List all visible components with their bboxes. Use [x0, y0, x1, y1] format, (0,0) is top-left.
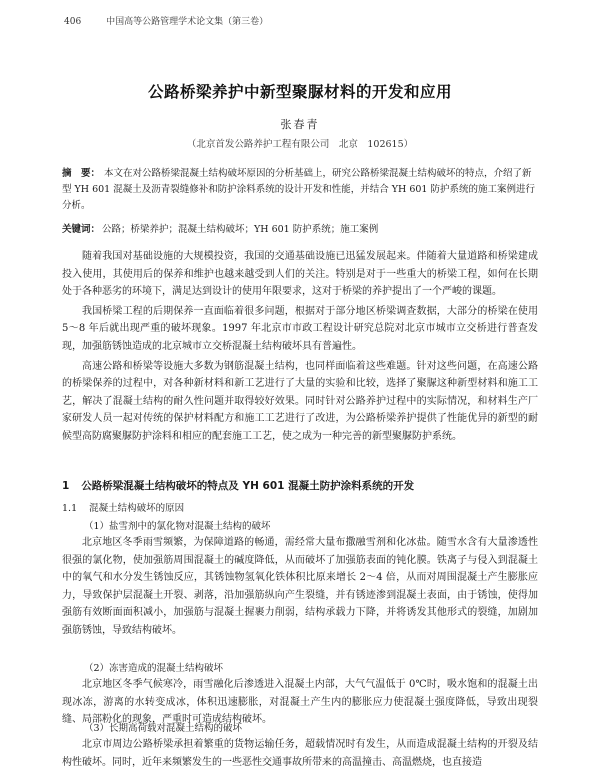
subsection-1-1-title: 混凝土结构破坏的原因 [89, 503, 185, 514]
section-1-title: 公路桥梁混凝土结构破坏的特点及 YH 601 混凝土防护涂料系统的开发 [81, 480, 415, 492]
author-name: 张春青 [280, 118, 320, 131]
intro-body [62, 248, 538, 446]
abstract-text: 本文在对公路桥梁混凝土结构破坏原因的分析基础上，研究公路桥梁混凝土结构破坏的特点，介绍了新型 YH 601 混凝土及沥青裂缝修补和防护涂料系统的设计开发和性能，并结合 YH 601 防护系统的施工案例进行分析。 [62, 168, 535, 211]
item-3-paragraph: 北京市周边公路桥梁承担着繁重的货物运输任务，超载情况时有发生，从而造成混凝土结构的开裂及结构性破坏。同时，近年来频繁发生的一些恶性交通事故所带来的高温撞击、高温燃烧，也直接造 [62, 739, 538, 768]
abstract [62, 166, 538, 214]
item-1-heading: （1）盐雪剂中的氯化物对混凝土结构的破坏 [84, 521, 271, 532]
section-1-heading [62, 478, 538, 493]
item-2-paragraph: 北京地区冬季气候寒冷，雨雪融化后渗透进入混凝土内部，大气气温低于 0℃时，吸水饱和的混凝土出现冰冻，游离的水转变成冰，体积迅速膨胀，对混凝土产生内的膨胀应力使混凝土强度降低，导致出现裂缝、局部粉化的现象，严重时可造成结构破坏。 [62, 679, 538, 726]
abstract-label: 摘 要： [62, 168, 101, 179]
affiliation: （北京首发公路养护工程有限公司 北京 102615） [186, 139, 414, 150]
page-number: 406 [64, 17, 82, 27]
paper-title: 公路桥梁养护中新型聚脲材料的开发和应用 [147, 83, 452, 101]
keywords [62, 222, 538, 238]
intro-paragraph-2: 我国桥梁工程的后期保养一直面临着很多问题，根据对于部分地区桥梁调查数据，大部分的桥梁在使用 5～8 年后就出现严重的破坏现象。1997 年北京市市政工程设计研究总院对北京市城市立交桥进行普查发现，加强筋锈蚀造成的北京城市立交桥混凝土结构破坏具有普遍性。 [62, 305, 538, 352]
item-1-paragraph: 北京地区冬季雨雪频繁，为保障道路的畅通，需经常大量布撒融雪剂和化冰盐。随雪水含有大量渗透性很强的氯化物，使加强筋周围混凝土的碱度降低，从而破坏了加强筋表面的钝化膜。铁离子与侵入到混凝土中的氧气和水分发生锈蚀反应，其锈蚀物氢氧化铁体积比原来增长 2～4 倍，从而对周围混凝土产生膨胀应力，导致保护层混凝土开裂、剥落，沿加强筋纵向产生裂缝，并有锈迹渗到混凝土表面，由于锈蚀，使得加强筋有效断面面积减小，加强筋与混凝土握裹力削弱，结构承载力下降，并将诱发其他形式的裂缝，加剧加强筋锈蚀，导致结构破坏。 [62, 537, 538, 636]
item-3-body [62, 736, 538, 768]
section-1-number: 1 [62, 480, 70, 492]
item-1-body [62, 534, 538, 640]
intro-paragraph-3: 高速公路和桥梁等设施大多数为钢筋混凝土结构，也同样面临着这些难题。针对这些问题，在高速公路的桥梁保养的过程中，对各种新材料和新工艺进行了大量的实验和比较，选择了聚脲这种新型材料和施工工艺，解决了混凝土结构的耐久性问题并取得较好效果。同时针对公路养护过程中的实际情况，和材料生产厂家研发人员一起对传统的保护材料配方和施工工艺进行了改进，为公路桥梁养护提供了性能优异的新型的耐候型高防腐聚脲防护涂料和相应的配套施工工艺，使之成为一种完善的新型聚脲防护系统。 [62, 360, 538, 442]
subsection-1-1-number: 1.1 [62, 503, 78, 514]
item-3-heading: （3）长期高荷载对混凝土结构的破坏 [84, 723, 243, 734]
keywords-text: 公路；桥梁养护；混凝土结构破坏；YH 601 防护系统；施工案例 [102, 224, 379, 235]
journal-title: 中国高等公路管理学术论文集（第三卷） [106, 17, 269, 27]
item-2-heading: （2）冻害造成的混凝土结构破坏 [84, 663, 224, 674]
keywords-label: 关键词： [62, 224, 101, 235]
page-header [64, 14, 540, 27]
intro-paragraph-1: 随着我国对基础设施的大规模投资，我国的交通基础设施已迅猛发展起来。伴随着大量道路和桥梁建成投入使用，其使用后的保养和维护也越来越受到人们的关注。特别是对于一些重大的桥梁工程，如何在长期处于各种恶劣的环境下，满足达到设计的使用年限要求，这对于桥梁的养护提出了一个严峻的课题。 [62, 251, 538, 298]
subsection-1-1-heading [62, 500, 538, 514]
